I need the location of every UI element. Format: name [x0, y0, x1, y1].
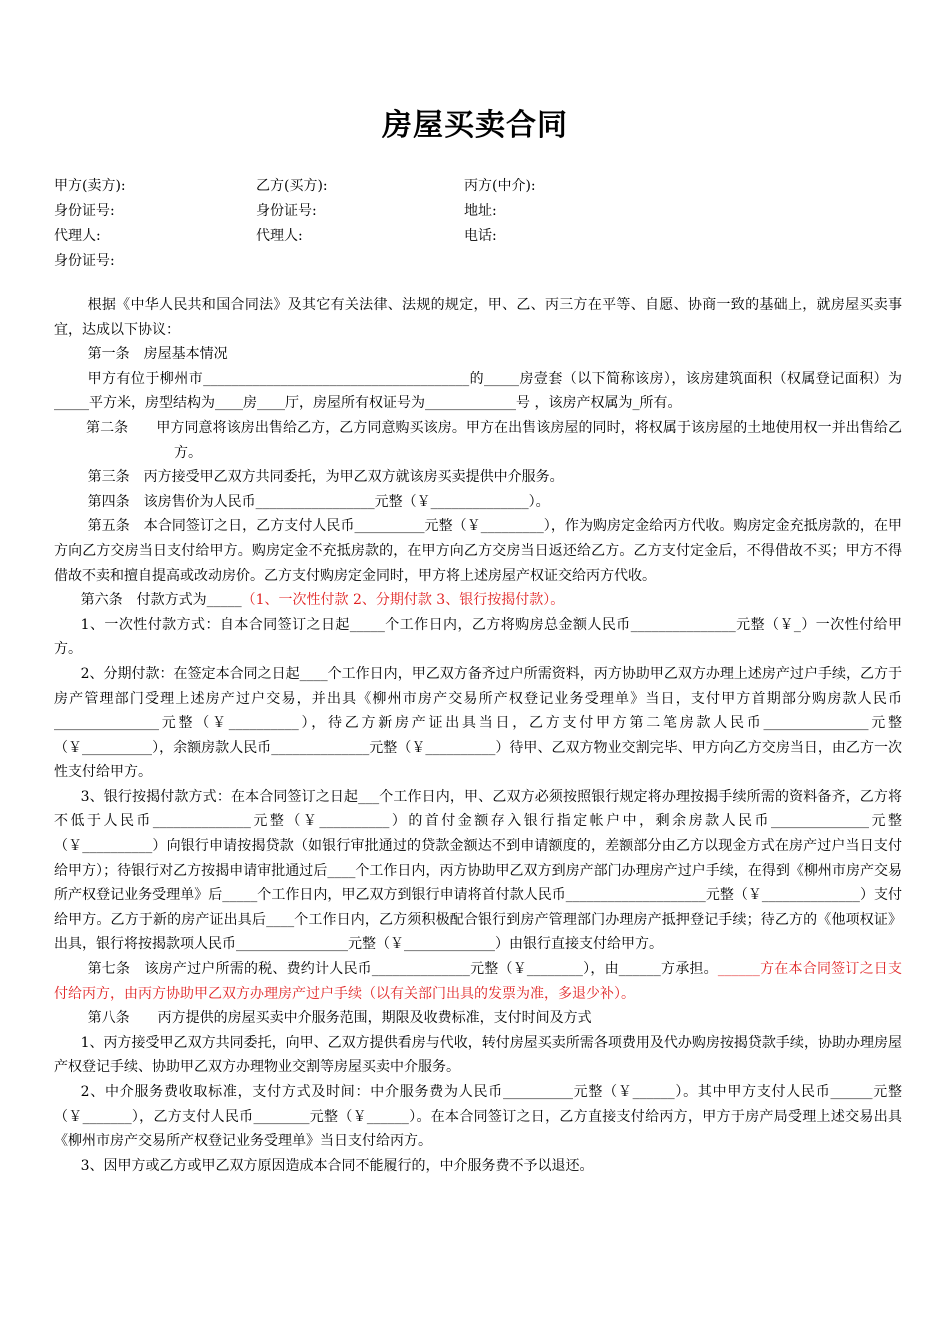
proxy-id-label: 身份证号: [54, 253, 115, 269]
payment-lump-sum: 1、一次性付款方式：自本合同签订之日起_____个工作日内，乙方将购房总金额人民币_______________元整（￥_）一次性付给甲方。 [54, 616, 902, 658]
service-scope: 1、丙方接受甲乙双方共同委托，向甲、乙双方提供看房与代收，转付房屋买卖所需各项费用及代办购房按揭贷款手续，协助办理房屋产权登记手续、协助甲乙双方办理物业交割等房屋买卖中介服务。 [54, 1034, 902, 1076]
buyer-id-label: 身份证号: [256, 203, 317, 219]
article-7 [54, 957, 902, 1006]
article-5: 第五条 本合同签订之日，乙方支付人民币__________元整（￥_________），作为购房定金给丙方代收。购房定金充抵房款的，在甲方向乙方交房当日支付给甲方。购房定金不充抵房款的，在甲方向乙方交房当日返还给乙方。乙方支付定金后，不得借故不买；甲方不得借故不卖和擅自提高或改动房价。乙方支付购房定金同时，甲方将上述房屋产权证交给丙方代收。 [54, 518, 902, 584]
article-6 [54, 588, 902, 613]
article-6-lead: 第六条 付款方式为_____ [80, 592, 242, 609]
agent-address-label: 地址: [464, 203, 497, 219]
seller-label: 甲方(卖方): [54, 178, 126, 194]
page-title: 房屋买卖合同 [382, 108, 568, 143]
seller-proxy-label: 代理人: [54, 228, 101, 244]
buyer-proxy-label: 代理人: [256, 228, 303, 244]
buyer-label: 乙方(买方): [256, 178, 328, 194]
agent-phone-label: 电话: [464, 228, 497, 244]
article-1-title: 第一条 房屋基本情况 [87, 346, 228, 363]
contract-body [54, 293, 902, 1178]
article-2: 第二条 甲方同意将该房出售给乙方，乙方同意购买该房。甲方在出售该房屋的同时，将权属于该房屋的土地使用权一并出售给乙方。 [86, 419, 902, 461]
service-no-refund: 3、因甲方或乙方或甲乙双方原因造成本合同不能履行的，中介服务费不予以退还。 [80, 1157, 594, 1174]
article-3: 第三条 丙方接受甲乙双方共同委托，为甲乙双方就该房买卖提供中介服务。 [87, 469, 564, 486]
payment-installment: 2、分期付款：在签定本合同之日起____个工作日内，甲乙双方备齐过户所需资料，丙方协助甲乙双方办理上述房产过户手续，乙方于房产管理部门受理上述房产过户交易，并出具《柳州市房产交易所产权登记业务受理单》当日，支付甲方首期部分购房款人民币_______________元整（￥__________），待乙方新房产证出具当日，乙方支付甲方第二笔房款人民币_______________元整（￥__________），余额房款人民币______________元整（￥__________）待甲、乙双方物业交割完毕、甲方向乙方交房当日，由乙方一次性支付给甲方。 [54, 665, 902, 781]
service-fee: 2、中介服务费收取标准，支付方式及时间：中介服务费为人民币__________元整（￥______）。其中甲方支付人民币______元整（￥_______），乙方支付人民币________元整（￥______）。在本合同签订之日，乙方直接支付给丙方，甲方于房产局受理上述交易出具《柳州市房产交易所产权登记业务受理单》当日支付给丙方。 [54, 1084, 902, 1150]
article-6-options: （1、一次性付款 2、分期付款 3、银行按揭付款）。 [241, 592, 565, 609]
payment-mortgage: 3、银行按揭付款方式：在本合同签订之日起___个工作日内，甲、乙双方必须按照银行规定将办理按揭手续所需的资料备齐，乙方将不低于人民币______________元整（￥__________）的首付金额存入银行指定帐户中，剩余房款人民币______________元整（￥__________）向银行申请按揭贷款（如银行审批通过的贷款金额达不到申请额度的，差额部分由乙方以现金方式在房产过户当日支付给甲方）；待银行对乙方按揭申请审批通过后____个工作日内，丙方协助甲乙双方到房产部门办理房产过户手续，在得到《柳州市房产交易所产权登记业务受理单》后_____个工作日内，甲乙双方到银行申请将首付款人民币____________________元整（￥______________）支付给甲方。乙方于新的房产证出具后____个工作日内，乙方须积极配合银行到房产管理部门办理房产抵押登记手续；待乙方的《他项权证》出具，银行将按揭款项人民币________________元整（￥_____________）由银行直接支付给甲方。 [54, 788, 902, 953]
seller-id-label: 身份证号: [54, 203, 115, 219]
article-7-red-note: ______方在本合同签订之日支付给丙方，由丙方协助甲乙双方办理房产过户手续（以有关部门出具的发票为准，多退少补）。 [54, 961, 903, 1002]
article-8-title: 第八条 丙方提供的房屋买卖中介服务范围，期限及收费标准，支付时间及方式 [87, 1010, 592, 1027]
intro-paragraph: 根据《中华人民共和国合同法》及其它有关法律、法规的规定，甲、乙、丙三方在平等、自愿、协商一致的基础上，就房屋买卖事宜，达成以下协议： [54, 297, 902, 338]
article-4: 第四条 该房售价为人民币_________________元整（￥______________）。 [87, 493, 550, 510]
article-7-lead: 第七条 该房产过户所需的税、费约计人民币______________元整（￥________），由______方承担。 [87, 961, 718, 978]
article-1-body: 甲方有位于柳州市______________________________________的_____房壹套（以下简称该房），该房建筑面积（权属登记面积）为_____平方米，房型结构为____房____厅，房屋所有权证号为_____________号 ，该房产权属为_所有。 [54, 370, 902, 412]
agent-label: 丙方(中介): [464, 178, 536, 194]
